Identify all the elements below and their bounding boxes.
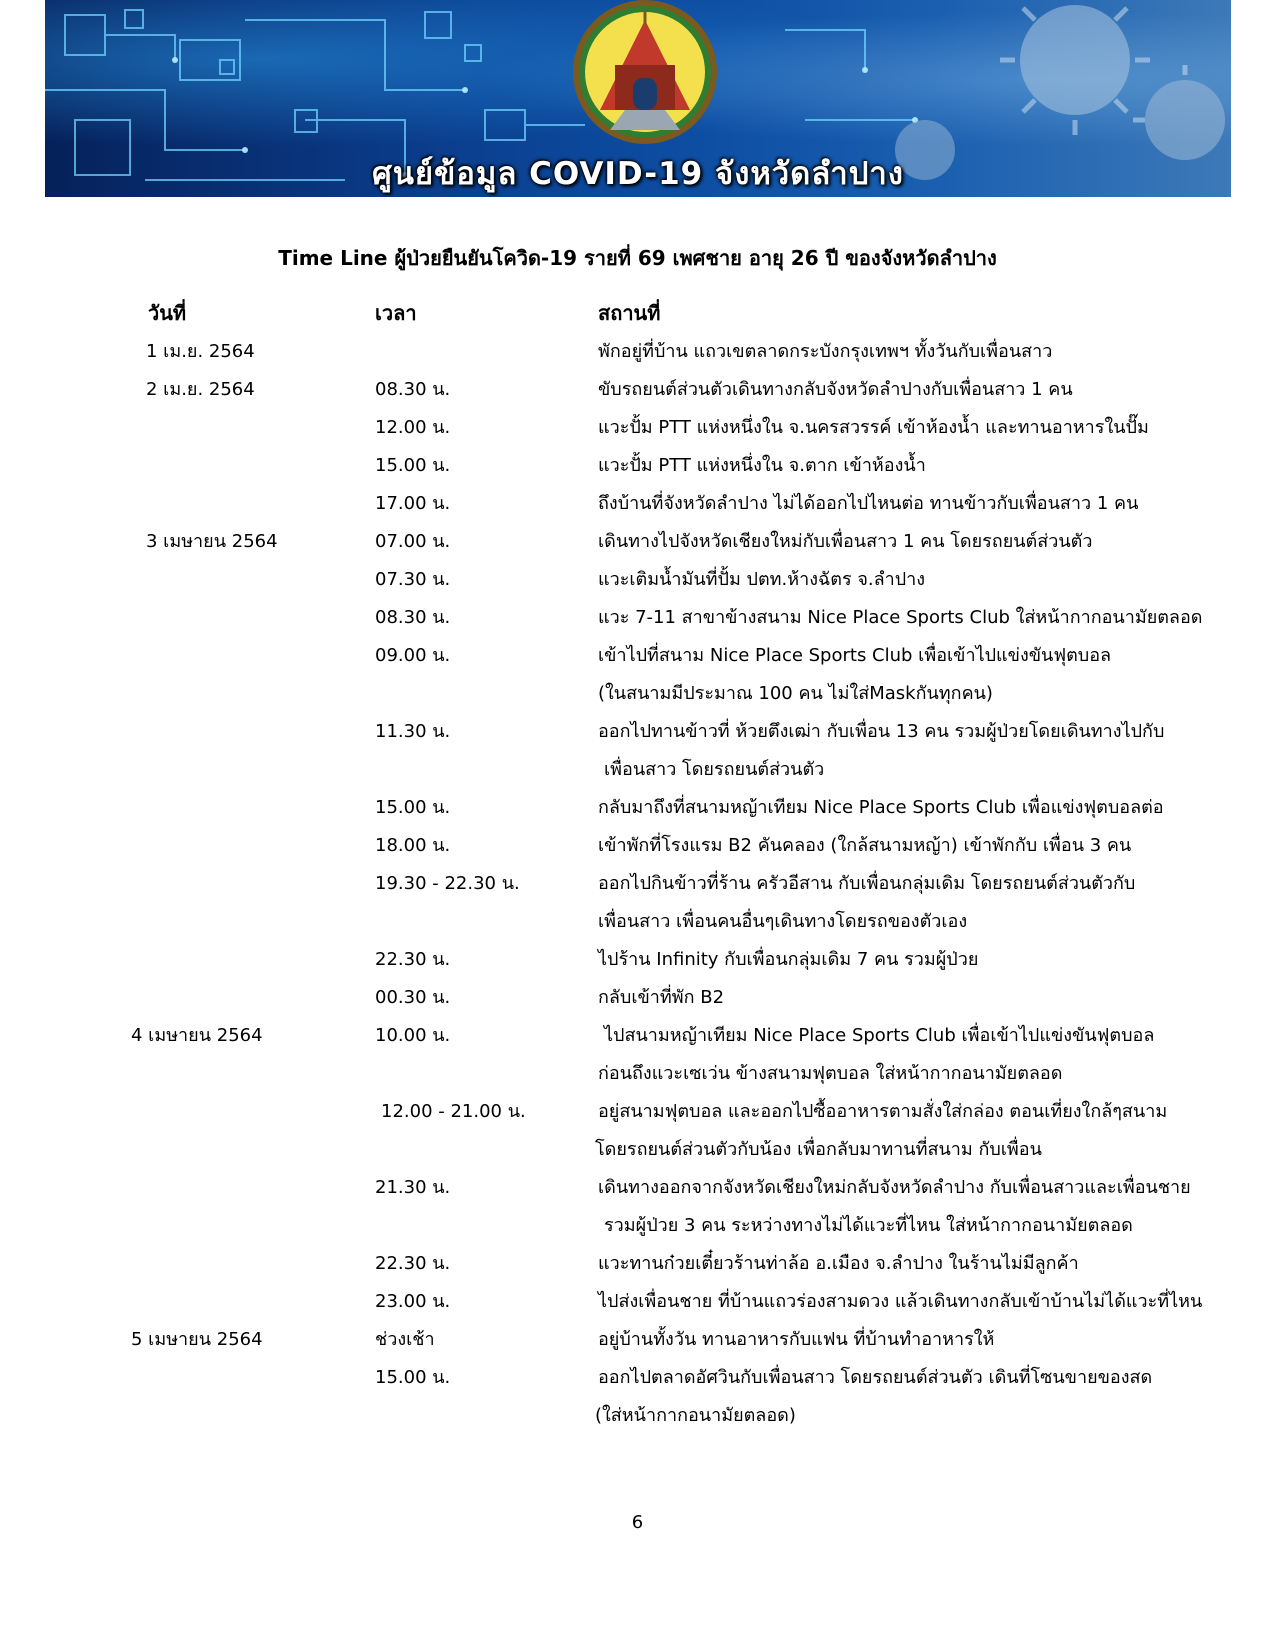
row-time: 15.00 น. <box>375 1367 451 1388</box>
timeline-row <box>0 1366 1275 1404</box>
row-date: 4 เมษายน 2564 <box>131 1025 263 1046</box>
timeline-row <box>0 1328 1275 1366</box>
row-time: 07.30 น. <box>375 569 451 590</box>
timeline-row <box>0 1290 1275 1328</box>
row-place: อยู่บ้านทั้งวัน ทานอาหารกับแฟน ที่บ้านทำอาหารให้ <box>598 1329 995 1350</box>
row-time: 10.00 น. <box>375 1025 451 1046</box>
row-place: ออกไปตลาดอัศวินกับเพื่อนสาว โดยรถยนต์ส่วนตัว เดินที่โซนขายของสด <box>598 1367 1153 1388</box>
row-time: 15.00 น. <box>375 797 451 818</box>
timeline-row <box>0 530 1275 568</box>
row-place: เดินทางออกจากจังหวัดเชียงใหม่กลับจังหวัดลำปาง กับเพื่อนสาวและเพื่อนชาย <box>598 1177 1191 1198</box>
row-time: 12.00 - 21.00 น. <box>381 1101 526 1122</box>
timeline-row <box>0 720 1275 758</box>
row-time: 00.30 น. <box>375 987 451 1008</box>
covid-banner <box>45 0 1231 197</box>
row-place: เข้าไปที่สนาม Nice Place Sports Club เพื่อเข้าไปแข่งขันฟุตบอล <box>598 645 1112 666</box>
banner-title: ศูนย์ข้อมูล COVID-19 จังหวัดลำปาง <box>372 156 904 192</box>
row-place: โดยรถยนต์ส่วนตัวกับน้อง เพื่อกลับมาทานที่สนาม กับเพื่อน <box>595 1139 1042 1160</box>
timeline-row <box>0 986 1275 1024</box>
row-place: ไปร้าน Infinity กับเพื่อนกลุ่มเดิม 7 คน รวมผู้ป่วย <box>598 949 979 970</box>
row-place: แวะปั้ม PTT แห่งหนึ่งใน จ.ตาก เข้าห้องน้ำ <box>598 455 926 476</box>
row-place: ไปสนามหญ้าเทียม Nice Place Sports Club เพื่อเข้าไปแข่งขันฟุตบอล <box>604 1025 1155 1046</box>
row-place: เพื่อนสาว เพื่อนคนอื่นๆเดินทางโดยรถของตัวเอง <box>598 911 968 932</box>
row-place: ขับรถยนต์ส่วนตัวเดินทางกลับจังหวัดลำปางกับเพื่อนสาว 1 คน <box>598 379 1073 400</box>
row-place: แวะเติมน้ำมันที่ปั้ม ปตท.ห้างฉัตร จ.ลำปาง <box>598 569 926 590</box>
row-place: พักอยู่ที่บ้าน แถวเขตลาดกระบังกรุงเทพฯ ทั้งวันกับเพื่อนสาว <box>598 341 1053 362</box>
row-time: ช่วงเช้า <box>375 1329 435 1350</box>
timeline-row <box>0 1404 1275 1442</box>
row-place: แวะ 7-11 สาขาข้างสนาม Nice Place Sports Club ใส่หน้ากากอนามัยตลอด <box>598 607 1203 628</box>
timeline-row <box>0 568 1275 606</box>
timeline-row <box>0 1138 1275 1176</box>
row-time: 18.00 น. <box>375 835 451 856</box>
page-number: 6 <box>631 1512 644 1533</box>
row-time: 21.30 น. <box>375 1177 451 1198</box>
row-place: เพื่อนสาว โดยรถยนต์ส่วนตัว <box>604 759 825 780</box>
timeline-row <box>0 834 1275 872</box>
header-date: วันที่ <box>148 301 187 325</box>
timeline-row <box>0 796 1275 834</box>
timeline-row <box>0 340 1275 378</box>
row-time: 17.00 น. <box>375 493 451 514</box>
timeline-row <box>0 758 1275 796</box>
row-place: รวมผู้ป่วย 3 คน ระหว่างทางไม่ได้แวะที่ไหน ใส่หน้ากากอนามัยตลอด <box>604 1215 1133 1236</box>
row-time: 07.00 น. <box>375 531 451 552</box>
timeline-row <box>0 1100 1275 1138</box>
row-place: (ในสนามมีประมาณ 100 คน ไม่ใส่Maskกันทุกคน) <box>598 683 993 704</box>
timeline-row <box>0 416 1275 454</box>
timeline-row <box>0 644 1275 682</box>
row-time: 15.00 น. <box>375 455 451 476</box>
row-time: 22.30 น. <box>375 1253 451 1274</box>
row-place: แวะทานก๋วยเตี๋ยวร้านท่าล้อ อ.เมือง จ.ลำปาง ในร้านไม่มีลูกค้า <box>598 1253 1079 1274</box>
timeline-row <box>0 606 1275 644</box>
row-date: 2 เม.ย. 2564 <box>146 379 255 400</box>
row-place: แวะปั้ม PTT แห่งหนึ่งใน จ.นครสวรรค์ เข้าห้องน้ำ และทานอาหารในปั๊ม <box>598 417 1149 438</box>
row-time: 08.30 น. <box>375 607 451 628</box>
document-title: Time Line ผู้ป่วยยืนยันโควิด-19 รายที่ 69 เพศชาย อายุ 26 ปี ของจังหวัดลำปาง <box>278 246 997 270</box>
row-place: เดินทางไปจังหวัดเชียงใหม่กับเพื่อนสาว 1 คน โดยรถยนต์ส่วนตัว <box>598 531 1093 552</box>
row-place: (ใส่หน้ากากอนามัยตลอด) <box>595 1405 796 1426</box>
row-date: 5 เมษายน 2564 <box>131 1329 263 1350</box>
row-time: 11.30 น. <box>375 721 451 742</box>
row-date: 3 เมษายน 2564 <box>146 531 278 552</box>
row-place: กลับมาถึงที่สนามหญ้าเทียม Nice Place Sports Club เพื่อแข่งฟุตบอลต่อ <box>598 797 1164 818</box>
timeline-row <box>0 1024 1275 1062</box>
row-place: ออกไปกินข้าวที่ร้าน ครัวอีสาน กับเพื่อนกลุ่มเดิม โดยรถยนต์ส่วนตัวกับ <box>598 873 1136 894</box>
row-place: อยู่สนามฟุตบอล และออกไปซื้ออาหารตามสั่งใส่กล่อง ตอนเที่ยงใกล้ๆสนาม <box>598 1101 1168 1122</box>
row-time: 12.00 น. <box>375 417 451 438</box>
timeline-row <box>0 1176 1275 1214</box>
row-time: 08.30 น. <box>375 379 451 400</box>
row-place: ก่อนถึงแวะเซเว่น ข้างสนามฟุตบอล ใส่หน้ากากอนามัยตลอด <box>598 1063 1063 1084</box>
timeline-row <box>0 454 1275 492</box>
timeline-row <box>0 1252 1275 1290</box>
timeline-row <box>0 910 1275 948</box>
timeline-row <box>0 872 1275 910</box>
row-place: เข้าพักที่โรงแรม B2 คันคลอง (ใกล้สนามหญ้า) เข้าพักกับ เพื่อน 3 คน <box>598 835 1132 856</box>
header-place: สถานที่ <box>598 301 661 325</box>
header-time: เวลา <box>375 301 417 325</box>
row-time: 19.30 - 22.30 น. <box>375 873 520 894</box>
row-place: ไปส่งเพื่อนชาย ที่บ้านแถวร่องสามดวง แล้วเดินทางกลับเข้าบ้านไม่ได้แวะที่ไหน <box>598 1291 1203 1312</box>
timeline-row <box>0 948 1275 986</box>
row-time: 22.30 น. <box>375 949 451 970</box>
timeline-row <box>0 492 1275 530</box>
timeline-row <box>0 1062 1275 1100</box>
lampang-province-seal <box>573 0 717 144</box>
row-time: 09.00 น. <box>375 645 451 666</box>
timeline-row <box>0 378 1275 416</box>
timeline-row <box>0 1214 1275 1252</box>
timeline-row <box>0 682 1275 720</box>
row-place: ถึงบ้านที่จังหวัดลำปาง ไม่ได้ออกไปไหนต่อ ทานข้าวกับเพื่อนสาว 1 คน <box>598 493 1139 514</box>
row-place: ออกไปทานข้าวที่ ห้วยตึงเฒ่า กับเพื่อน 13 คน รวมผู้ป่วยโดยเดินทางไปกับ <box>598 721 1165 742</box>
row-time: 23.00 น. <box>375 1291 451 1312</box>
row-place: กลับเข้าที่พัก B2 <box>598 987 725 1008</box>
row-date: 1 เม.ย. 2564 <box>146 341 255 362</box>
